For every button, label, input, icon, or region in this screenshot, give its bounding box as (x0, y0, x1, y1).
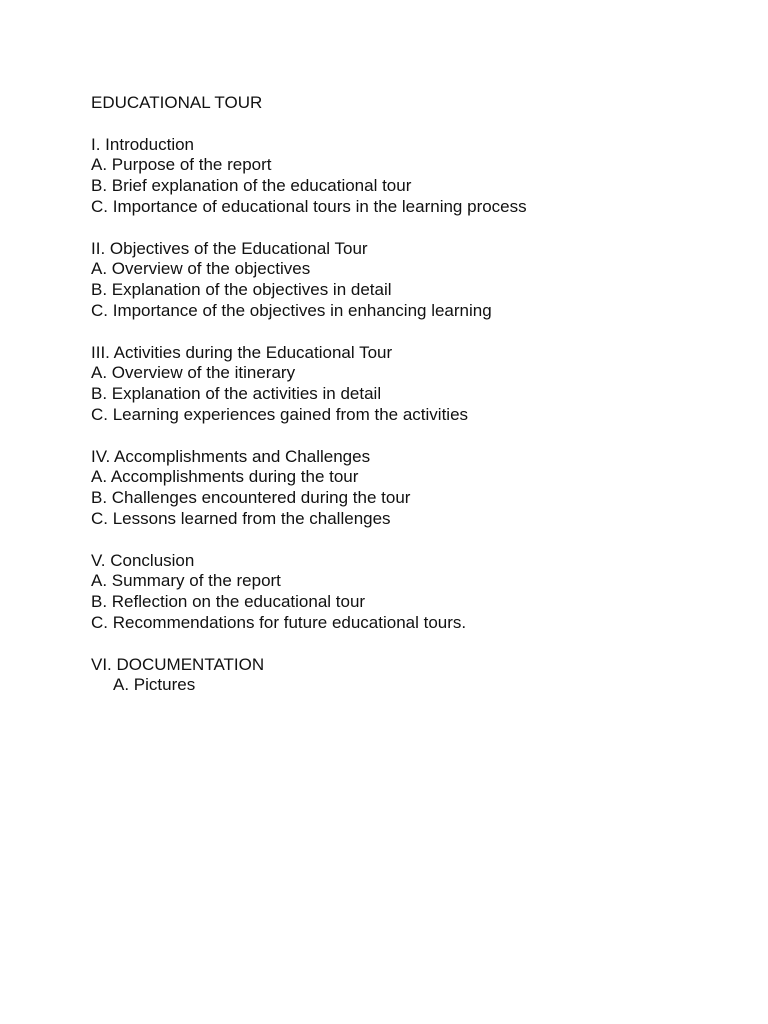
section-heading: I. Introduction (91, 134, 195, 154)
section-conclusion (91, 551, 711, 634)
outline-item: C. Learning experiences gained from the activities (91, 404, 469, 424)
outline-item: A. Accomplishments during the tour (91, 467, 359, 487)
document-title: EDUCATIONAL TOUR (91, 93, 263, 112)
section-activities (91, 343, 711, 426)
blank-line (91, 530, 711, 551)
outline-item: B. Explanation of the objectives in detail (91, 280, 392, 300)
section-accomplishments (91, 447, 711, 530)
outline-item: A. Overview of the objectives (91, 259, 311, 279)
outline-item: B. Brief explanation of the educational tour (91, 176, 412, 196)
section-heading: IV. Accomplishments and Challenges (91, 446, 371, 466)
section-heading: VI. DOCUMENTATION (91, 654, 265, 674)
blank-line (91, 426, 711, 447)
outline-item: A. Overview of the itinerary (91, 363, 296, 383)
blank-line (91, 218, 711, 239)
blank-line (91, 634, 711, 655)
section-objectives (91, 239, 711, 322)
section-heading: III. Activities during the Educational Tour (91, 342, 393, 362)
outline-item: C. Importance of the objectives in enhancing learning (91, 300, 492, 320)
outline-item: C. Lessons learned from the challenges (91, 508, 391, 528)
outline-item: A. Purpose of the report (91, 155, 272, 175)
section-introduction (91, 135, 711, 218)
blank-line (91, 114, 711, 135)
section-heading: II. Objectives of the Educational Tour (91, 238, 368, 258)
outline-item: B. Reflection on the educational tour (91, 592, 366, 612)
outline-item: C. Recommendations for future educational tours. (91, 612, 467, 632)
section-documentation (91, 655, 711, 697)
blank-line (91, 322, 711, 343)
outline-item: A. Summary of the report (91, 571, 281, 591)
outline-item: B. Explanation of the activities in detail (91, 384, 382, 404)
outline-item: B. Challenges encountered during the tour (91, 488, 411, 508)
outline-item: C. Importance of educational tours in the learning process (91, 196, 527, 216)
section-heading: V. Conclusion (91, 550, 195, 570)
document-body (91, 93, 711, 696)
outline-item: A. Pictures (113, 675, 196, 695)
